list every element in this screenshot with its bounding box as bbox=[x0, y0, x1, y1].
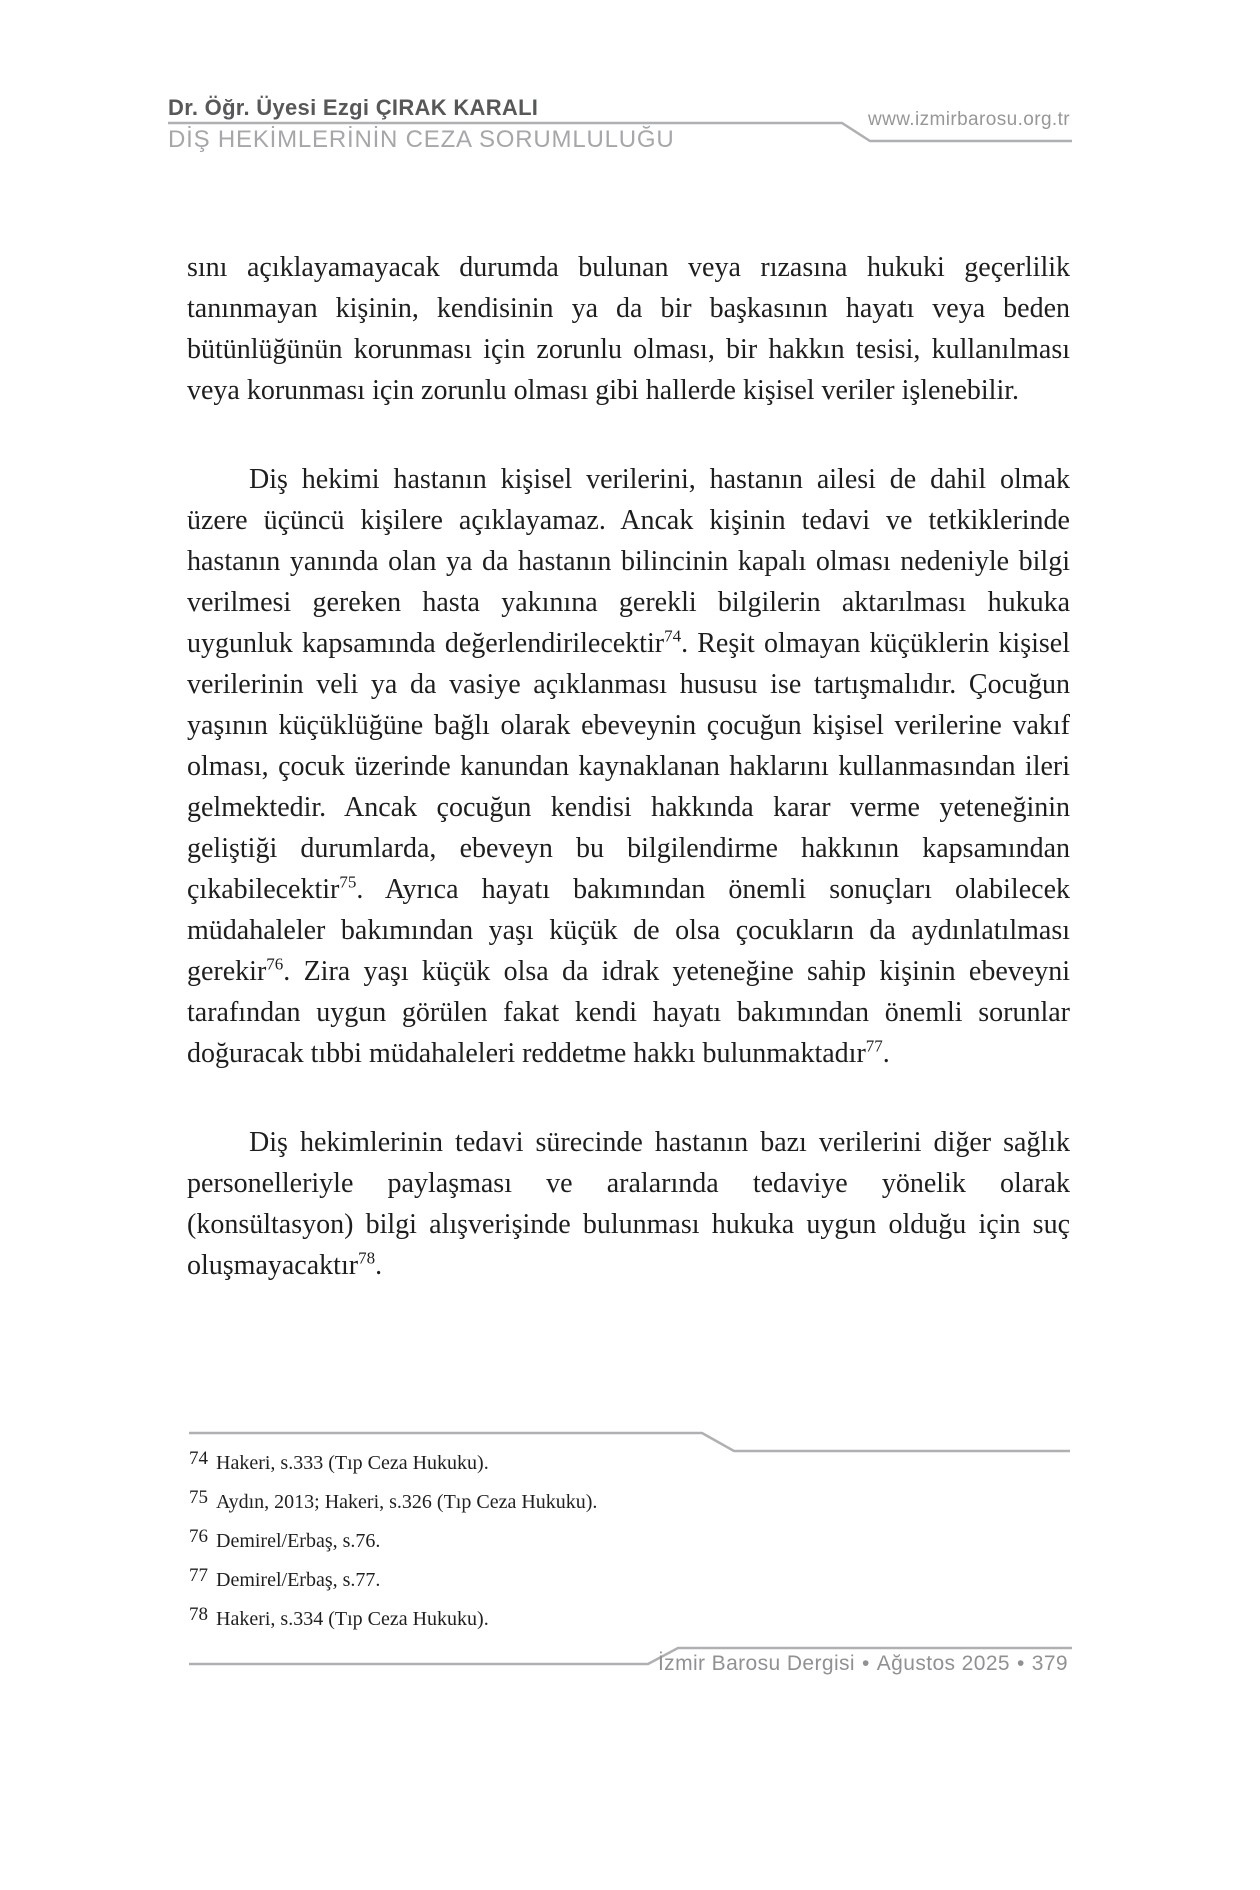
footnote-text: Demirel/Erbaş, s.77. bbox=[216, 1569, 381, 1591]
footnote-ref: 75 bbox=[339, 872, 357, 892]
footnote-number: 78 bbox=[189, 1604, 208, 1625]
footnote bbox=[189, 1526, 1069, 1553]
journal-name: İzmir Barosu Dergisi bbox=[657, 1652, 855, 1675]
body-text bbox=[187, 247, 1070, 1334]
footnote bbox=[189, 1604, 1069, 1631]
footnote-ref: 78 bbox=[358, 1248, 376, 1268]
footnote bbox=[189, 1448, 1069, 1475]
footer-separator: • bbox=[861, 1652, 870, 1675]
footnote-text: Aydın, 2013; Hakeri, s.326 (Tıp Ceza Hukuku). bbox=[216, 1491, 598, 1513]
footnote-number: 74 bbox=[189, 1448, 208, 1469]
paragraph: sını açıklayamayacak durumda bulunan veya rızasına hukuki geçerlilik tanınmayan kişinin, kendisinin ya da bir başkasının hayatı veya beden bütünlüğünün korunması için zorunlu olması, bir hakkın tesisi, kullanılması veya korunması için zorunlu olması gibi hallerde kişisel veriler işlenebilir. bbox=[187, 252, 1070, 406]
footer-separator: • bbox=[1016, 1652, 1025, 1675]
footnote bbox=[189, 1565, 1069, 1592]
footnote-number: 76 bbox=[189, 1526, 208, 1547]
page-number: 379 bbox=[1031, 1652, 1068, 1675]
issue-date: Ağustos 2025 bbox=[876, 1652, 1010, 1675]
paragraph: Diş hekimlerinin tedavi sürecinde hastanın bazı verilerini diğer sağlık personelleriyle paylaşması ve aralarında tedaviye yönelik olarak (konsültasyon) bilgi alışverişinde bulunması hukuka uygun olduğu için suç oluşmayacaktır$^{78}$. bbox=[187, 1127, 1070, 1281]
article-title: DİŞ HEKİMLERİNİN CEZA SORUMLULUĞU bbox=[168, 126, 675, 153]
footnote-ref: 77 bbox=[865, 1036, 883, 1056]
website-url: www.izmirbarosu.org.tr bbox=[867, 109, 1070, 130]
footnote bbox=[189, 1487, 1069, 1514]
footnote-ref: 74 bbox=[664, 626, 682, 646]
paragraph: Diş hekimi hastanın kişisel verilerini, hastanın ailesi de dahil olmak üzere üçüncü kişilere açıklayamaz. Ancak kişinin tedavi ve tetkiklerinde hastanın yanında olan ya da hastanın bilincinin kapalı olması nedeniyle bilgi verilmesi gereken hasta yakınına gerekli bilgilerin aktarılması hukuka uygunluk kapsamında değerlendirilecektir$^{74}$. Reşit olmayan küçüklerin kişisel verilerinin veli ya da vasiye açıklanması hususu ise tartışmalıdır. Çocuğun yaşının küçüklüğüne bağlı olarak ebeveynin çocuğun kişisel verilerine vakıf olması, çocuk üzerinde kanundan kaynaklanan haklarını kullanmasından ileri gelmektedir. Ancak çocuğun kendisi hakkında karar verme yeteneğinin geliştiği durumlarda, ebeveyn bu bilgilendirme hakkının kapsamından çıkabilecektir$^{75}$. Ayrıca hayatı bakımından önemli sonuçları olabilecek müdahaleler bakımından yaşı küçük de olsa çocukların da aydınlatılması gerekir$^{76}$. Zira yaşı küçük olsa da idrak yeteneğine sahip kişinin ebeveyni tarafından uygun görülen fakat kendi hayatı bakımından önemli sorunlar doğuracak tıbbi müdahaleleri reddetme hakkı bulunmaktadır$^{77}$. bbox=[187, 464, 1070, 1069]
footnote-text: Hakeri, s.334 (Tıp Ceza Hukuku). bbox=[216, 1608, 489, 1630]
footnote-divider-line bbox=[189, 1433, 1070, 1451]
footnote-number: 75 bbox=[189, 1487, 208, 1508]
page-footer bbox=[658, 1652, 1068, 1676]
footnote-number: 77 bbox=[189, 1565, 208, 1586]
footnote-text: Hakeri, s.333 (Tıp Ceza Hukuku). bbox=[216, 1452, 489, 1474]
footnotes bbox=[189, 1448, 1069, 1647]
footnote-text: Demirel/Erbaş, s.76. bbox=[216, 1530, 381, 1552]
footnote-ref: 76 bbox=[266, 954, 284, 974]
author-name: Dr. Öğr. Üyesi Ezgi ÇIRAK KARALI bbox=[168, 95, 539, 120]
